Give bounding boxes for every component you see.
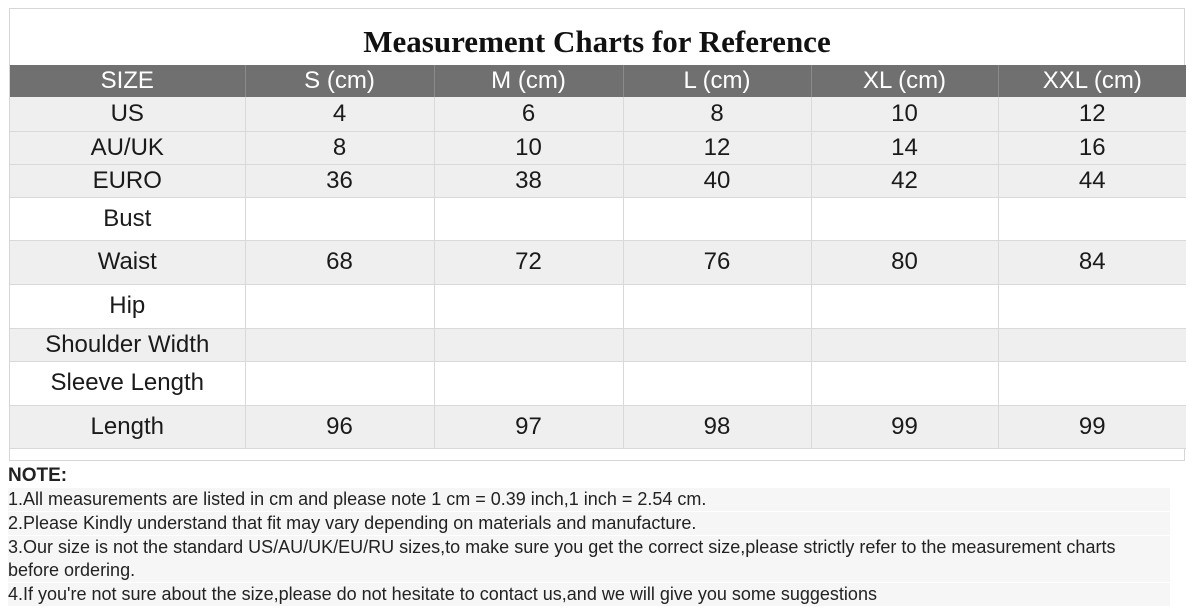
table-cell: 76: [623, 240, 811, 284]
table-cell: 8: [623, 97, 811, 131]
table-cell: 12: [623, 131, 811, 164]
table-cell: [623, 328, 811, 361]
header-s: S (cm): [245, 65, 434, 97]
chart-title: Measurement Charts for Reference: [363, 24, 831, 59]
row-label: Waist: [10, 240, 245, 284]
table-cell: 14: [811, 131, 998, 164]
table-cell: 36: [245, 164, 434, 197]
table-row: [10, 328, 1186, 361]
table-cell: 80: [811, 240, 998, 284]
header-xxl: XXL (cm): [998, 65, 1186, 97]
note-line: 2.Please Kindly understand that fit may vary depending on materials and manufacture.: [8, 511, 1170, 535]
table-cell: [623, 197, 811, 240]
table-cell: 97: [434, 405, 623, 448]
table-cell: 10: [811, 97, 998, 131]
header-l: L (cm): [623, 65, 811, 97]
table-cell: 40: [623, 164, 811, 197]
note-line: 4.If you're not sure about the size,please do not hesitate to contact us,and we will give you some suggestions: [8, 582, 1170, 606]
row-label: Hip: [10, 284, 245, 328]
notes-section: [8, 464, 1184, 606]
table-cell: 10: [434, 131, 623, 164]
row-label: Sleeve Length: [10, 361, 245, 405]
table-row: [10, 361, 1186, 405]
table-cell: 96: [245, 405, 434, 448]
measurement-chart: [9, 8, 1185, 461]
table-cell: 38: [434, 164, 623, 197]
table-cell: [998, 361, 1186, 405]
table-cell: 12: [998, 97, 1186, 131]
table-cell: [623, 284, 811, 328]
table-cell: [245, 361, 434, 405]
note-line: 1.All measurements are listed in cm and please note 1 cm = 0.39 inch,1 inch = 2.54 cm.: [8, 488, 1170, 511]
table-row: [10, 131, 1186, 164]
table-cell: [434, 197, 623, 240]
table-cell: 42: [811, 164, 998, 197]
table-cell: 84: [998, 240, 1186, 284]
table-row: [10, 197, 1186, 240]
table-cell: 99: [811, 405, 998, 448]
row-label: US: [10, 97, 245, 131]
row-label: Bust: [10, 197, 245, 240]
notes-title: NOTE:: [8, 465, 68, 486]
table-row: [10, 405, 1186, 448]
table-cell: [623, 361, 811, 405]
header-xl: XL (cm): [811, 65, 998, 97]
table-cell: [811, 361, 998, 405]
table-row: [10, 284, 1186, 328]
note-line: 3.Our size is not the standard US/AU/UK/EU/RU sizes,to make sure you get the correct size,please strictly refer to the measurement charts before ordering.: [8, 535, 1170, 582]
row-label: Length: [10, 405, 245, 448]
table-cell: [245, 197, 434, 240]
table-header-row: [10, 65, 1186, 97]
table-cell: 68: [245, 240, 434, 284]
table-cell: [434, 328, 623, 361]
table-cell: 44: [998, 164, 1186, 197]
row-label: AU/UK: [10, 131, 245, 164]
table-cell: 8: [245, 131, 434, 164]
table-cell: 99: [998, 405, 1186, 448]
table-cell: [998, 197, 1186, 240]
table-row: [10, 97, 1186, 131]
table-row: [10, 240, 1186, 284]
table-cell: 98: [623, 405, 811, 448]
table-cell: [811, 284, 998, 328]
table-cell: [245, 284, 434, 328]
table-cell: [434, 284, 623, 328]
table-cell: [811, 197, 998, 240]
table-cell: [245, 328, 434, 361]
size-table: [10, 65, 1186, 449]
table-cell: 72: [434, 240, 623, 284]
table-row: [10, 164, 1186, 197]
header-size: SIZE: [10, 65, 245, 97]
table-cell: 16: [998, 131, 1186, 164]
table-cell: [811, 328, 998, 361]
table-cell: [998, 328, 1186, 361]
table-cell: [434, 361, 623, 405]
row-label: Shoulder Width: [10, 328, 245, 361]
table-cell: 6: [434, 97, 623, 131]
table-cell: [998, 284, 1186, 328]
header-m: M (cm): [434, 65, 623, 97]
row-label: EURO: [10, 164, 245, 197]
table-cell: 4: [245, 97, 434, 131]
